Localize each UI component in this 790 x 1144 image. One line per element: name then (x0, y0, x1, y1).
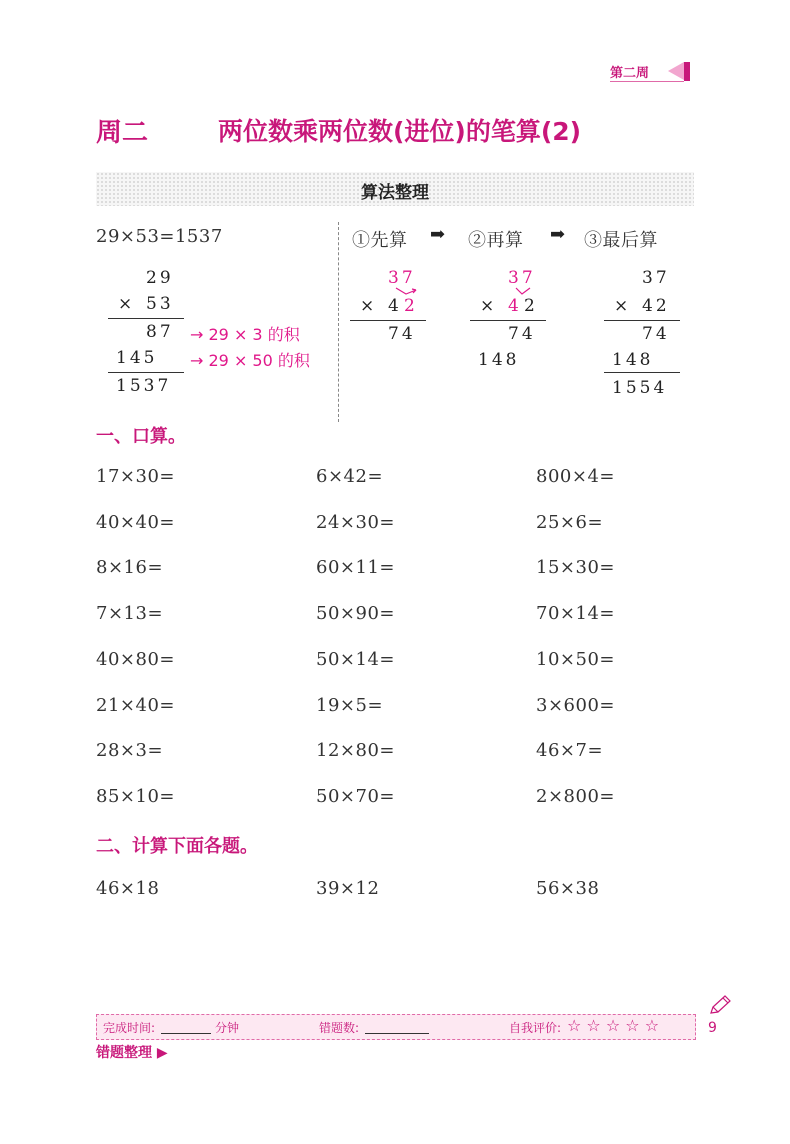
time-field[interactable] (161, 1021, 211, 1034)
page-number: 9 (708, 1020, 717, 1036)
lesson-day: 周二 (96, 118, 149, 148)
algorithm-band (96, 172, 694, 206)
calc-b-row-2: 148 (478, 350, 520, 370)
mental-math-item: 10×50= (536, 648, 615, 670)
calc-b-times: × (480, 296, 498, 316)
week-tab (610, 62, 692, 82)
calc-line-2 (108, 372, 184, 373)
calc-c-times: × (614, 296, 632, 316)
problem-item: 39×12 (316, 878, 380, 899)
rating-label: 自我评价: (509, 1021, 562, 1035)
calc-row-2: 145 (116, 348, 158, 368)
lesson-title: 两位数乘两位数(进位)的笔算(2) (218, 117, 582, 146)
calc-a-second-ones: 2 (404, 296, 418, 316)
arrow-right-icon: ➡ (550, 224, 566, 245)
errors-label: 错题数: (319, 1021, 360, 1035)
mental-math-item: 50×90= (316, 603, 395, 625)
calc-a-line (350, 320, 426, 321)
mental-math-item: 85×10= (96, 785, 175, 807)
calc-times: × (118, 294, 136, 314)
mental-math-item: 17×30= (96, 466, 175, 487)
problem-item: 56×38 (536, 878, 600, 899)
calc-b-second-ones: 2 (524, 296, 538, 316)
mental-math-item: 60×11= (316, 557, 395, 579)
example-vertical-calc (108, 266, 188, 406)
section-2-title: 二、计算下面各题。 (96, 836, 258, 857)
calc-c-top: 37 (642, 268, 670, 288)
mental-math-item: 2×800= (536, 785, 615, 807)
note-partial-2: → 29 × 50 的积 (190, 351, 310, 370)
calc-line-1 (108, 318, 184, 319)
calc-c-row-1: 74 (642, 324, 670, 344)
calc-a-top: 37 (388, 268, 416, 288)
calc-a-times: × (360, 296, 378, 316)
tab-underline (610, 81, 684, 82)
calc-a-second-tens: 4 (388, 296, 402, 316)
arrow-right-icon: ➡ (430, 224, 446, 245)
calc-c-second: 42 (642, 296, 670, 316)
calc-c-line-2 (604, 372, 680, 373)
self-check-bar (96, 1014, 696, 1040)
pencil-icon (708, 994, 734, 1016)
mental-math-item: 25×6= (536, 511, 604, 533)
error-review-link[interactable]: 错题整理 ▶ (96, 1045, 168, 1061)
tab-triangle (668, 62, 684, 80)
mental-math-item: 28×3= (96, 740, 164, 762)
mental-math-item: 50×14= (316, 648, 395, 670)
time-label: 完成时间: (103, 1021, 156, 1035)
calc-c-result: 1554 (612, 378, 668, 398)
algorithm-divider (338, 222, 339, 422)
calc-a-row-1: 74 (388, 324, 416, 344)
mental-math-item: 15×30= (536, 557, 615, 579)
mental-math-item: 8×16= (96, 557, 164, 579)
step-2-calc (470, 266, 550, 376)
calc-result: 1537 (116, 376, 172, 396)
step-1-calc (350, 266, 430, 356)
mental-math-item: 70×14= (536, 603, 615, 625)
mental-math-item: 21×40= (96, 694, 175, 716)
calc-b-row-1: 74 (508, 324, 536, 344)
example-equation: 29×53=1537 (96, 226, 223, 247)
mental-math-item: 40×40= (96, 511, 175, 533)
algorithm-band-title: 算法整理 (361, 183, 429, 203)
tab-bar (684, 62, 690, 81)
calc-b-second-tens: 4 (508, 296, 522, 316)
mental-math-item: 3×600= (536, 694, 615, 716)
step-3-calc (604, 266, 684, 406)
mental-math-item: 12×80= (316, 740, 395, 762)
errors-field[interactable] (365, 1021, 429, 1034)
calc-b-line (470, 320, 546, 321)
mental-math-item: 7×13= (96, 603, 164, 625)
mental-math-item: 800×4= (536, 466, 615, 487)
step-3-label: ③最后算 (584, 230, 658, 251)
mental-math-item: 6×42= (316, 466, 384, 487)
mental-math-item: 19×5= (316, 694, 384, 716)
mental-math-item: 46×7= (536, 740, 604, 762)
step-2-label: ②再算 (468, 230, 524, 251)
mental-math-item: 50×70= (316, 785, 395, 807)
problem-item: 46×18 (96, 878, 160, 899)
calc-row-1: 87 (146, 322, 174, 342)
calc-c-row-2: 148 (612, 350, 654, 370)
section-1-title: 一、口算。 (96, 426, 186, 447)
note-partial-1: → 29 × 3 的积 (190, 325, 300, 344)
calc-top: 29 (146, 268, 174, 288)
calc-c-line-1 (604, 320, 680, 321)
calc-second: 53 (146, 294, 174, 314)
mental-math-item: 40×80= (96, 648, 175, 670)
week-label: 第二周 (610, 66, 650, 81)
time-unit: 分钟 (215, 1021, 240, 1035)
rating-stars[interactable]: ☆ ☆ ☆ ☆ ☆ (567, 1016, 660, 1035)
step-1-label: ①先算 (352, 230, 408, 251)
calc-b-top: 37 (508, 268, 536, 288)
mental-math-item: 24×30= (316, 511, 395, 533)
